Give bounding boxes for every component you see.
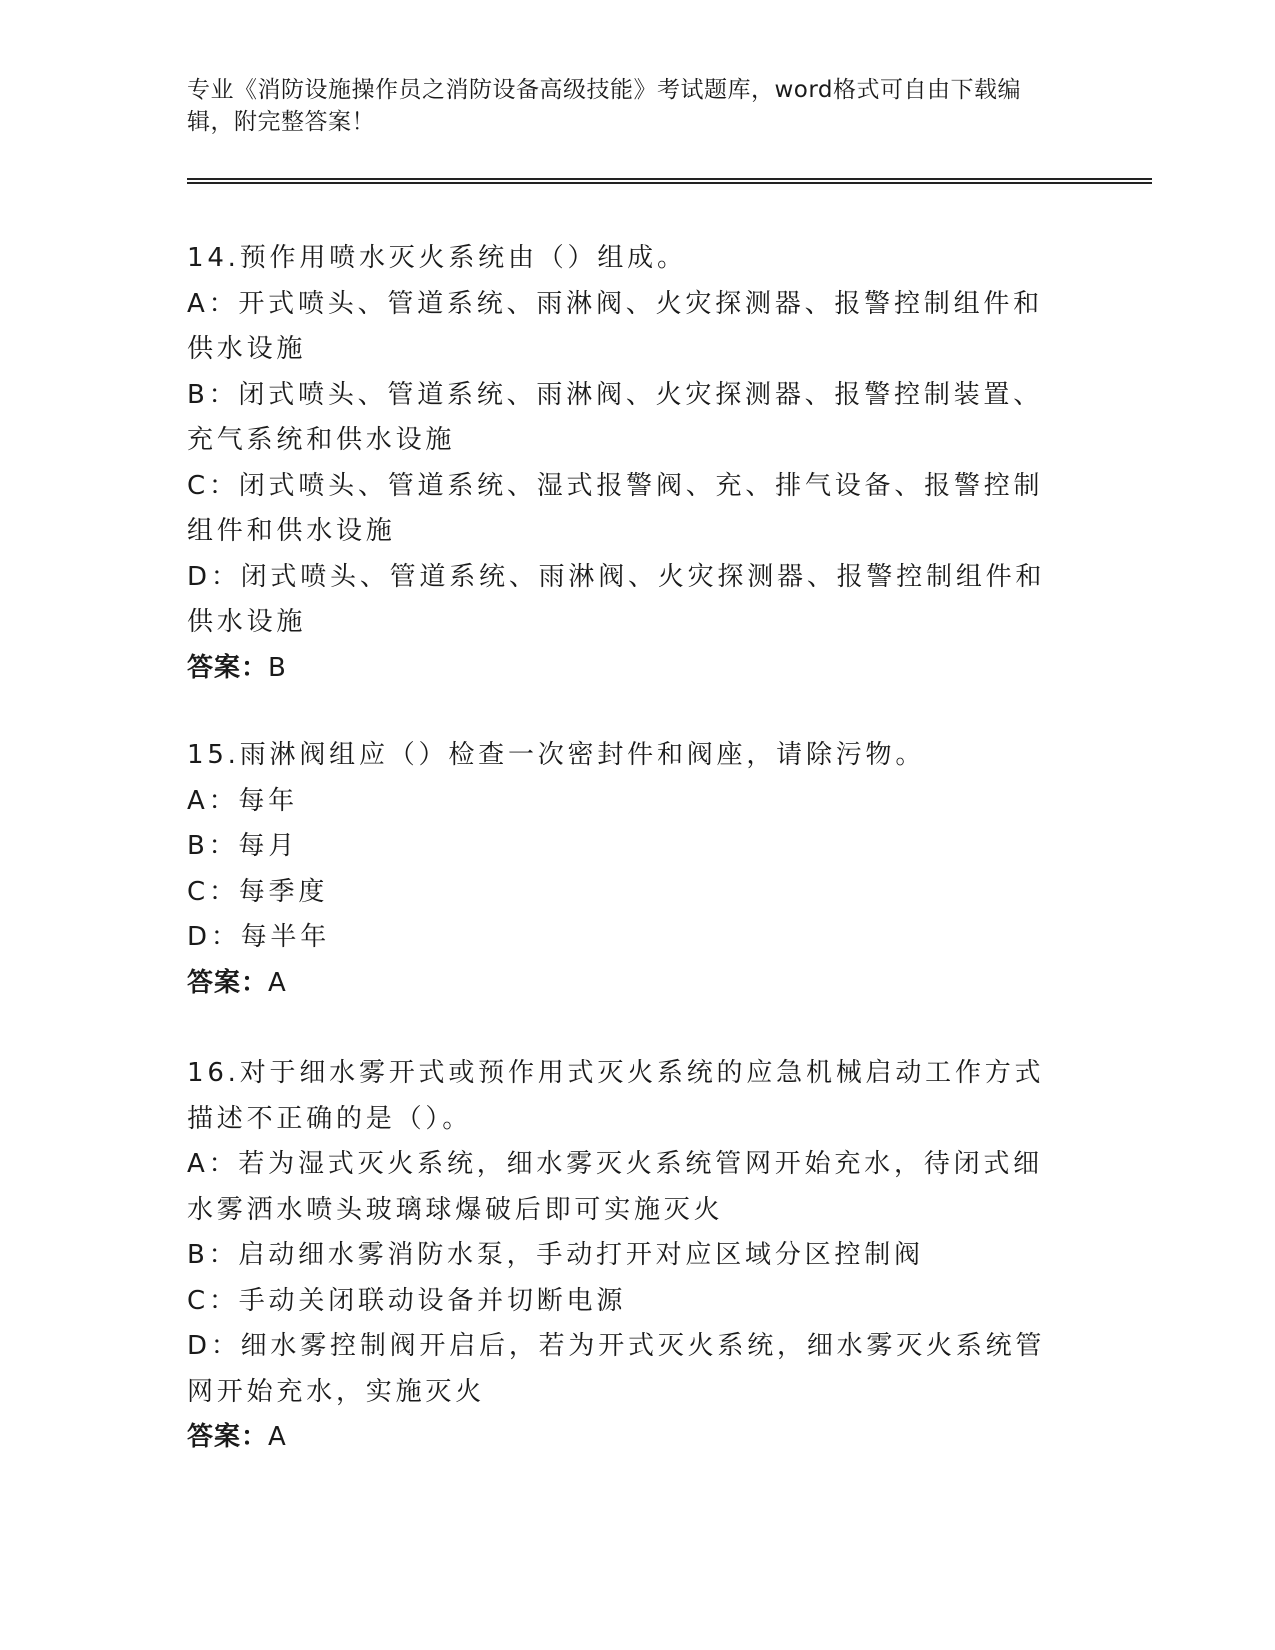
option-c: C：每季度 [187, 876, 329, 907]
option-b: B：闭式喷头、管道系统、雨淋阀、火灾探测器、报警控制装置、充气系统和供水设施 [187, 379, 1044, 455]
option-a: A：开式喷头、管道系统、雨淋阀、火灾探测器、报警控制组件和供水设施 [187, 288, 1043, 364]
question-15 [187, 733, 1067, 1006]
option-a: A：若为湿式灭火系统，细水雾灭火系统管网开始充水，待闭式细水雾洒水喷头玻璃球爆破后即可实施灭火 [187, 1149, 1043, 1225]
option-c: C：手动关闭联动设备并切断电源 [187, 1285, 627, 1316]
answer-value: A [268, 967, 287, 998]
answer-label: 答案： [187, 1422, 269, 1452]
question-16 [187, 1051, 1067, 1461]
answer-line [187, 646, 1067, 692]
option-d: D：闭式喷头、管道系统、雨淋阀、火灾探测器、报警控制组件和供水设施 [187, 561, 1046, 637]
answer-value: A [268, 1422, 287, 1452]
option-a: A：每年 [187, 785, 298, 816]
option-c: C：闭式喷头、管道系统、湿式报警阀、充、排气设备、报警控制组件和供水设施 [187, 470, 1044, 546]
answer-line [187, 1415, 1067, 1461]
answer-label: 答案： [187, 652, 269, 683]
answer-value: B [268, 652, 287, 683]
header-divider [187, 178, 1152, 184]
option-b: B：每月 [187, 831, 299, 861]
question-stem: 14.预作用喷水灭火系统由（）组成。 [187, 243, 687, 273]
answer-line [187, 961, 1067, 1007]
question-stem: 15.雨淋阀组应（）检查一次密封件和阀座，请除污物。 [187, 740, 926, 770]
question-14 [187, 236, 1067, 691]
option-d: D：细水雾控制阀开启后，若为开式灭火系统，细水雾灭火系统管网开始充水，实施灭火 [187, 1331, 1046, 1407]
document-header: 专业《消防设施操作员之消防设备高级技能》考试题库，word格式可自由下载编辑，附完整答案！ [187, 77, 1022, 135]
question-stem: 16.对于细水雾开式或预作用式灭火系统的应急机械启动工作方式描述不正确的是（）。 [187, 1058, 1045, 1134]
answer-label: 答案： [187, 967, 269, 998]
option-d: D：每半年 [187, 922, 331, 952]
option-b: B：启动细水雾消防水泵，手动打开对应区域分区控制阀 [187, 1240, 924, 1270]
